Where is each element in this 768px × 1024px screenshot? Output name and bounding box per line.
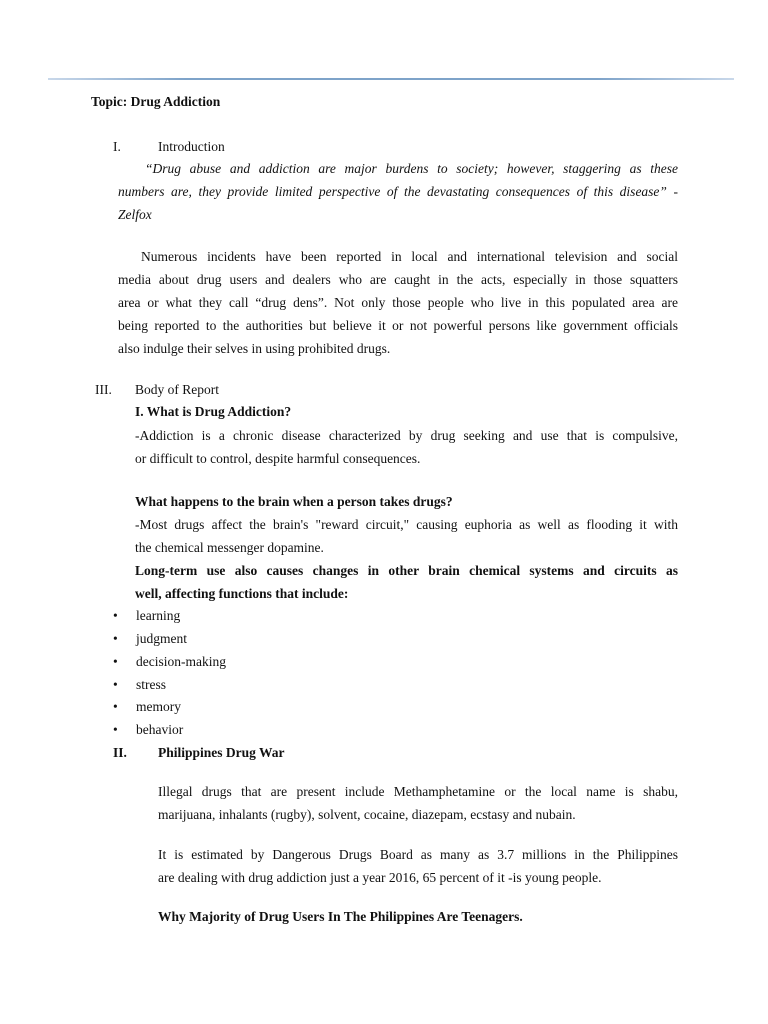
q2-line: the chemical messenger dopamine. (135, 540, 324, 555)
list-item-label: decision-making (136, 654, 226, 669)
header-rule (48, 78, 734, 80)
drugwar-numeral: II. (113, 745, 127, 760)
topic-title: Topic: Drug Addiction (91, 94, 221, 109)
bullet-icon: • (113, 631, 118, 646)
intro-quote-attribution: Zelfox (118, 207, 152, 222)
intro-paragraph-line: being reported to the authorities but believe it or not powerful persons like government officials (118, 318, 678, 333)
q2-line: -Most drugs affect the brain's "reward circuit," causing euphoria as well as flooding it with (135, 517, 678, 532)
list-item-label: behavior (136, 722, 184, 737)
q1-heading: I. What is Drug Addiction? (135, 404, 292, 419)
bullet-icon: • (113, 722, 118, 737)
intro-numeral: I. (113, 139, 121, 154)
drugwar-p2-line: are dealing with drug addiction just a year 2016, 65 percent of it -is young people. (158, 870, 602, 885)
intro-quote-line: numbers are, they provide limited perspective of the devastating consequences of this disease” - (118, 184, 678, 199)
q1-line: or difficult to control, despite harmful consequences. (135, 451, 421, 466)
drugwar-p1-line: marijuana, inhalants (rugby), solvent, cocaine, diazepam, ecstasy and nubain. (158, 807, 576, 822)
list-item-label: judgment (136, 631, 187, 646)
intro-paragraph-line: Numerous incidents have been reported in local and international television and social (141, 249, 678, 264)
drugwar-heading: Philippines Drug War (158, 745, 285, 760)
list-item-label: learning (136, 608, 181, 623)
longterm-line: Long-term use also causes changes in other brain chemical systems and circuits as (135, 563, 678, 578)
list-item-label: memory (136, 699, 181, 714)
body-numeral: III. (95, 382, 112, 397)
bullet-icon: • (113, 699, 118, 714)
intro-paragraph-line: area or what they call “drug dens”. Not only those people who live in this populated area are (118, 295, 678, 310)
longterm-line: well, affecting functions that include: (135, 586, 349, 601)
drugwar-p1-line: Illegal drugs that are present include Methamphetamine or the local name is shabu, (158, 784, 678, 799)
q2-heading: What happens to the brain when a person takes drugs? (135, 494, 453, 509)
list-item-label: stress (136, 677, 166, 692)
intro-paragraph-line: media about drug users and dealers who are caught in the acts, especially in those squatters (118, 272, 678, 287)
why-heading: Why Majority of Drug Users In The Philippines Are Teenagers. (158, 909, 523, 924)
body-heading: Body of Report (135, 382, 219, 397)
intro-quote-line: “Drug abuse and addiction are major burdens to society; however, staggering as these (145, 161, 678, 176)
q1-line: -Addiction is a chronic disease characterized by drug seeking and use that is compulsive, (135, 428, 678, 443)
bullet-icon: • (113, 608, 118, 623)
drugwar-p2-line: It is estimated by Dangerous Drugs Board as many as 3.7 millions in the Philippines (158, 847, 678, 862)
intro-heading: Introduction (158, 139, 225, 154)
bullet-icon: • (113, 654, 118, 669)
intro-paragraph-line: also indulge their selves in using prohibited drugs. (118, 341, 391, 356)
bullet-icon: • (113, 677, 118, 692)
